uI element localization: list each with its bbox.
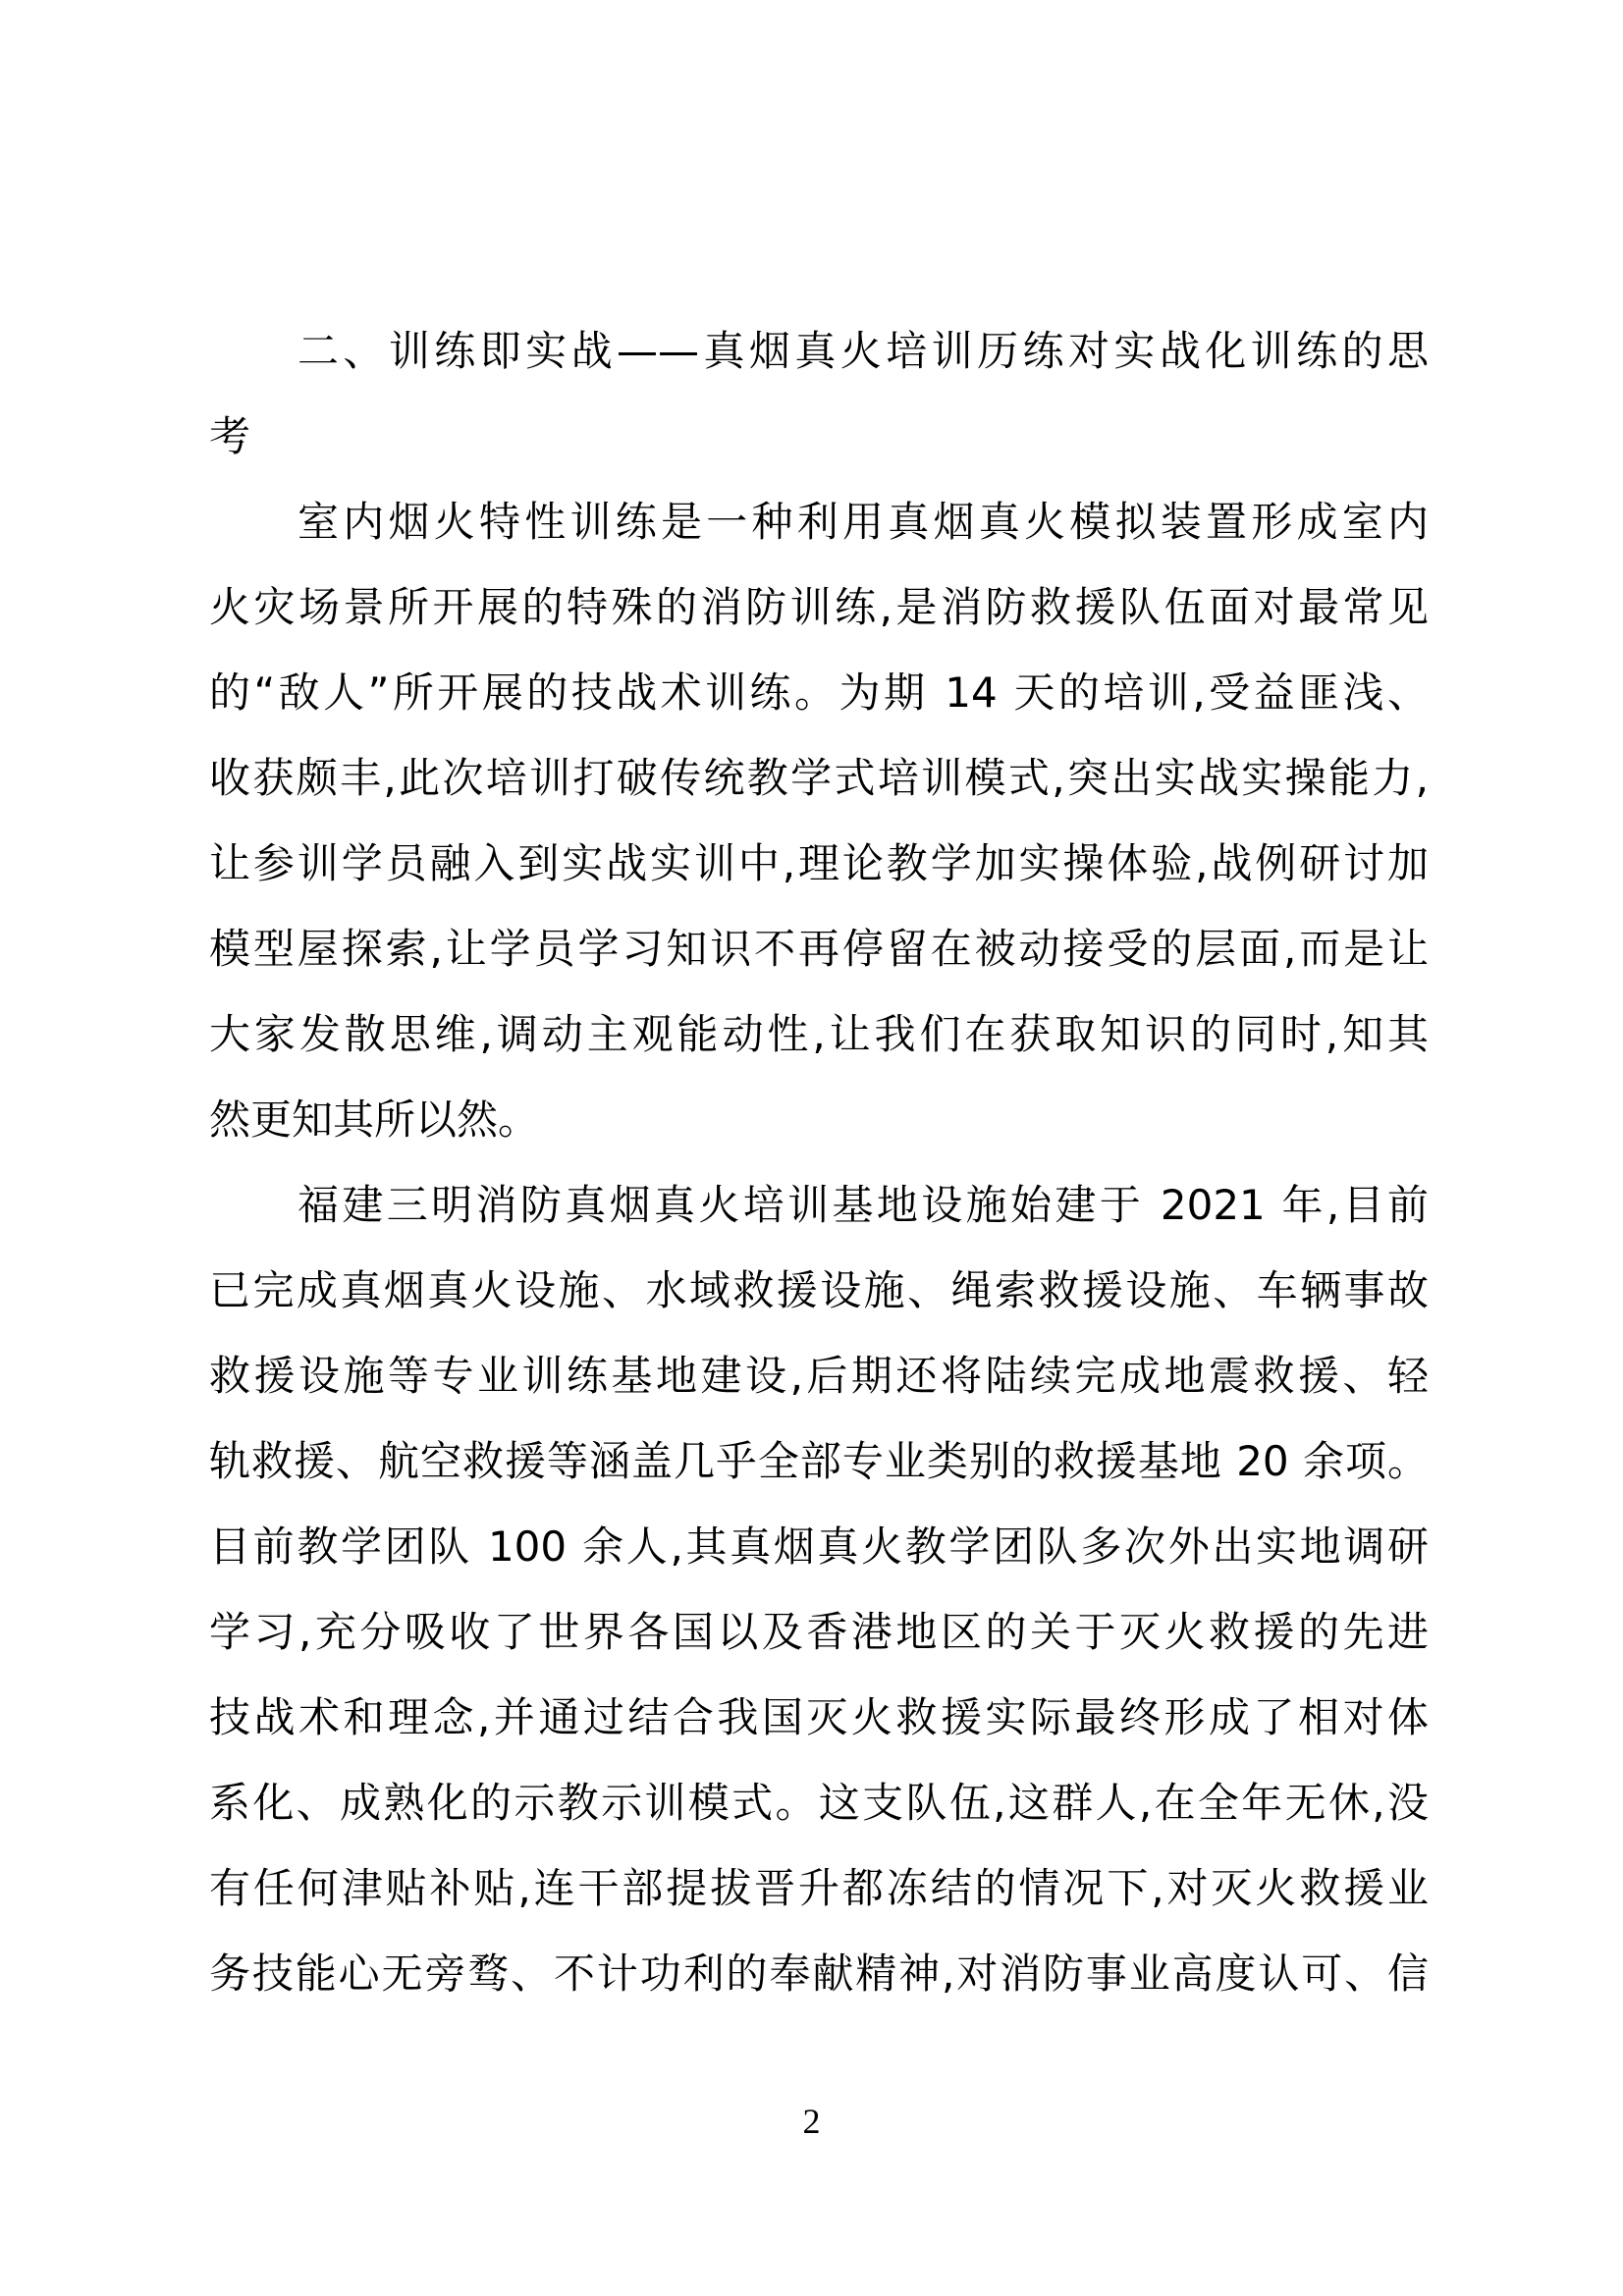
paragraph-line: 火灾场景所开展的特殊的消防训练,是消防救援队伍面对最常见 [209,583,1429,631]
paragraph-line: 有任何津贴补贴,连干部提拔晋升都冻结的情况下,对灭火救援业 [209,1864,1429,1912]
paragraph-line: 系化、成熟化的示教示训模式。这支队伍,这群人,在全年无休,没 [209,1779,1429,1827]
paragraph-line: 学习,充分吸收了世界各国以及香港地区的关于灭火救援的先进 [209,1608,1429,1656]
section-heading-line: 考 [209,412,251,460]
paragraph-line: 室内烟火特性训练是一种利用真烟真火模拟装置形成室内 [298,498,1429,546]
document-body [209,308,1429,2016]
paragraph-line: 轨救援、航空救援等涵盖几乎全部专业类别的救援基地 20 余项。 [209,1437,1429,1485]
section-heading-line: 二、训练即实战——真烟真火培训历练对实战化训练的思 [298,327,1429,375]
paragraph-line: 目前教学团队 100 余人,其真烟真火教学团队多次外出实地调研 [209,1522,1429,1571]
paragraph-line: 务技能心无旁骛、不计功利的奉献精神,对消防事业高度认可、信 [209,1949,1429,1998]
paragraph-line: 模型屋探索,让学员学习知识不再停留在被动接受的层面,而是让 [209,925,1429,973]
page-number: 2 [802,2102,821,2141]
paragraph-line: 让参训学员融入到实战实训中,理论教学加实操体验,战例研讨加 [209,839,1429,887]
paragraph-line: 大家发散思维,调动主观能动性,让我们在获取知识的同时,知其 [209,1010,1429,1058]
paragraph-line: 救援设施等专业训练基地建设,后期还将陆续完成地震救援、轻 [209,1352,1429,1400]
paragraph-line: 福建三明消防真烟真火培训基地设施始建于 2021 年,目前 [298,1181,1429,1229]
paragraph-line: 然更知其所以然。 [209,1095,540,1144]
paragraph-line: 已完成真烟真火设施、水域救援设施、绳索救援设施、车辆事故 [209,1266,1429,1314]
paragraph-line: 技战术和理念,并通过结合我国灭火救援实际最终形成了相对体 [209,1693,1429,1741]
paragraph-line: 收获颇丰,此次培训打破传统教学式培训模式,突出实战实操能力, [209,754,1429,802]
paragraph-line: 的“敌人”所开展的技战术训练。为期 14 天的培训,受益匪浅、 [209,668,1429,717]
